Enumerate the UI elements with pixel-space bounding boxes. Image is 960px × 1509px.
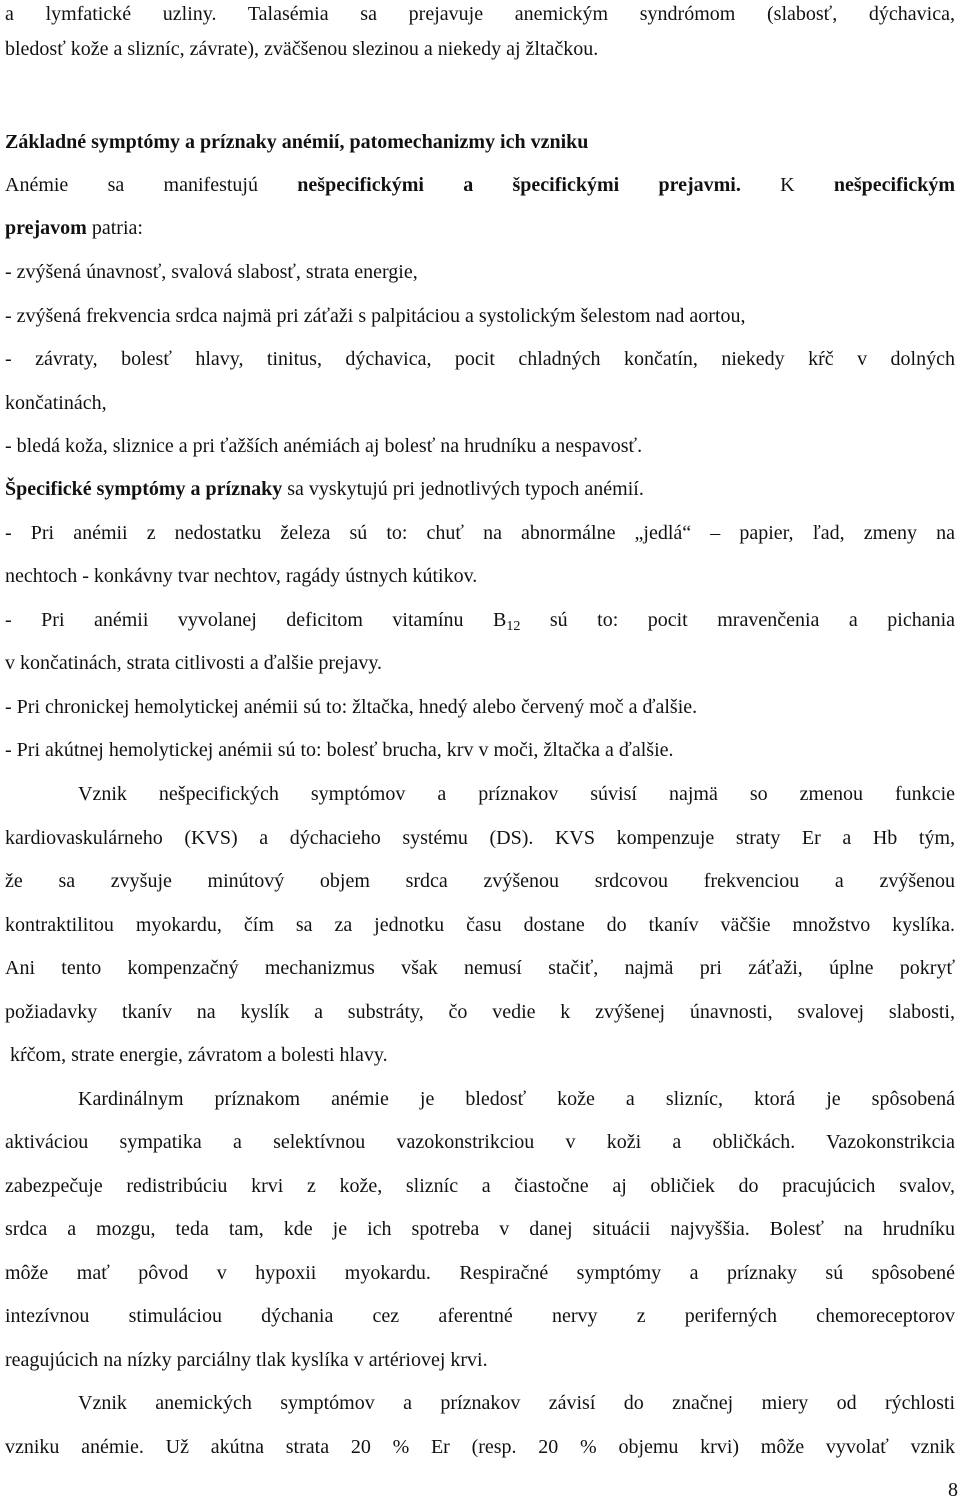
paragraph-line: srdca a mozgu, teda tam, kde je ich spotreba v danej situácii najvyššia. Bolesť na hrudníku [5,1218,955,1240]
section-heading: Základné symptómy a príznaky anémií, patomechanizmy ich vzniku [5,131,589,153]
paragraph-line: že sa zvyšuje minútový objem srdca zvýšenou srdcovou frekvenciou a zvýšenou [5,870,955,892]
list-item: - zvýšená únavnosť, svalová slabosť, strata energie, [5,261,418,283]
text-line: v končatinách, strata citlivosti a ďalšie prejavy. [5,652,383,674]
paragraph-line: Kardinálnym príznakom anémie je bledosť kože a slizníc, ktorá je spôsobená [78,1088,955,1110]
text-line: bledosť kože a slizníc, závrate), zväčšenou slezinou a niekedy aj žltačkou. [5,38,599,60]
list-item: - Pri chronickej hemolytickej anémii sú to: žltačka, hnedý alebo červený moč a ďalšie. [5,696,698,718]
list-item: - závraty, bolesť hlavy, tinitus, dýchavica, pocit chladných končatín, niekedy kŕč v dolných [5,348,955,370]
text-line: nechtoch - konkávny tvar nechtov, ragády ústnych kútikov. [5,565,478,587]
paragraph-line: aktiváciou sympatika a selektívnou vazokonstrikciou v koži a obličkách. Vazokonstrikcia [5,1131,955,1153]
paragraph-line: kŕčom, strate energie, závratom a bolesti hlavy. [10,1044,388,1066]
paragraph-line: zabezpečuje redistribúciu krvi z kože, slizníc a čiastočne aj obličiek do pracujúcich svalov, [5,1175,955,1197]
paragraph-line: požiadavky tkanív na kyslík a substráty, čo vedie k zvýšenej únavnosti, svalovej slabosti, [5,1001,955,1023]
list-item: - Pri anémii vyvolanej deficitom vitamínu $B_{12}$ sú to: pocit mravenčenia a pichania [5,609,956,634]
page-number: 8 [948,1479,958,1501]
list-item: - Pri anémii z nedostatku železa sú to: chuť na abnormálne „jedlá“ – papier, ľad, zmeny na [5,522,955,544]
text-line: a lymfatické uzliny. Talasémia sa prejavuje anemickým syndrómom (slabosť, dýchavica, [5,3,955,25]
paragraph-line: kardiovaskulárneho (KVS) a dýchacieho systému (DS). KVS kompenzuje straty Er a Hb tým, [5,827,955,849]
text-line: Špecifické symptómy a príznaky sa vyskytujú pri jednotlivých typoch anémií. [5,478,644,500]
list-item: - Pri akútnej hemolytickej anémii sú to: bolesť brucha, krv v moči, žltačka a ďalšie. [5,739,674,761]
paragraph-line: Vznik nešpecifických symptómov a príznakov súvisí najmä so zmenou funkcie [78,783,955,805]
paragraph-line: intezívnou stimuláciou dýchania cez aferentné nervy z periferných chemoreceptorov [5,1305,955,1327]
paragraph-line: Ani tento kompenzačný mechanizmus však nemusí stačiť, najmä pri záťaži, úplne pokryť [5,957,955,979]
paragraph-line: Vznik anemických symptómov a príznakov závisí do značnej miery od rýchlosti [78,1392,955,1414]
paragraph-line: reagujúcich na nízky parciálny tlak kyslíka v artériovej krvi. [5,1349,488,1371]
paragraph-line: vzniku anémie. Už akútna strata 20 % Er (resp. 20 % objemu krvi) môže vyvolať vznik [5,1436,955,1458]
text-line: končatinách, [5,392,107,414]
paragraph-line: môže mať pôvod v hypoxii myokardu. Respiračné symptómy a príznaky sú spôsobené [5,1262,955,1284]
list-item: - zvýšená frekvencia srdca najmä pri záťaži s palpitáciou a systolickým šelestom nad aortou, [5,305,746,327]
paragraph-line: kontraktilitou myokardu, čím sa za jednotku času dostane do tkanív väčšie množstvo kyslíka. [5,914,955,936]
text-line: prejavom patria: [5,217,143,239]
list-item: - bledá koža, sliznice a pri ťažších anémiách aj bolesť na hrudníku a nespavosť. [5,435,643,457]
text-line: Anémie sa manifestujú nešpecifickými a špecifickými prejavmi. K nešpecifickým [5,174,955,196]
